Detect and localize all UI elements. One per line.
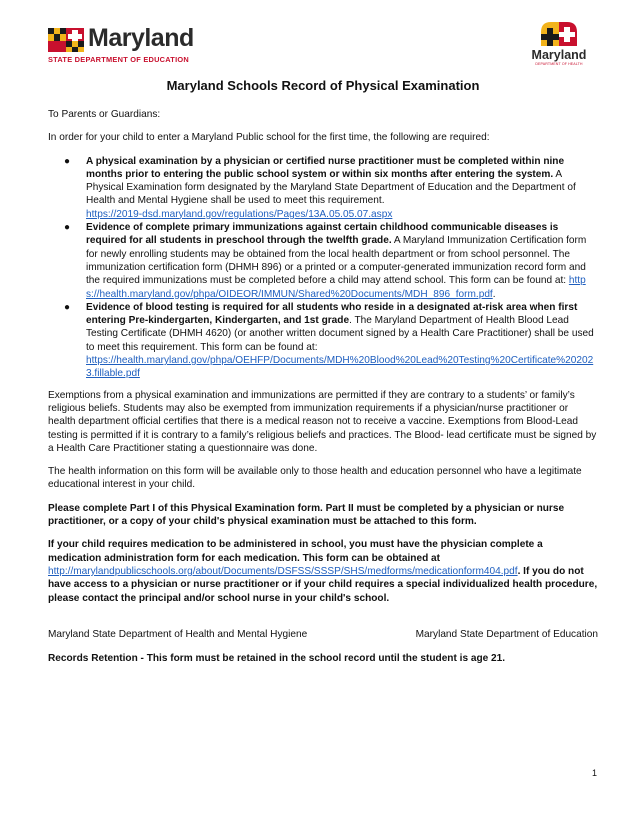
document-body [48, 78, 598, 675]
regulation-link[interactable]: https://2019-dsd.maryland.gov/regulations/Pages/13A.05.05.07.aspx [86, 208, 393, 220]
signature-left: Maryland State Department of Health and Mental Hygiene [48, 628, 308, 640]
list-item: ● A physical examination by a physician or certified nurse practitioner must be completed within nine months prior to entering the public school system or within six months after entering the system. A Physical Examination form designated by the Maryland State Department of Education and the Department of Health and Mental Hygiene shall be used to meet this requirement. https://2019-dsd.maryland.gov/regulations/Pages/13A.05.05.07.aspx [64, 155, 576, 220]
msde-logo [48, 22, 208, 70]
exemptions-paragraph: Exemptions from a physical examination and immunizations are permitted if they are contrary to a students’ or family’s religious beliefs. Students may also be exempted from immunization requirements if a physician/nurse practitioner or health department official certifies that there is a medical reason not to receive a vaccine. Exemptions from Blood-Lead testing is permitted if it is contrary to a family’s religious beliefs and practices. The Blood- lead certificate must be signed by a Health Care Practitioner stating a questionnaire was done. [48, 389, 597, 454]
signature-right: Maryland State Department of Education [415, 628, 598, 640]
msde-subtitle: STATE DEPARTMENT OF EDUCATION [48, 55, 189, 64]
blood-lead-form-link[interactable]: https://health.maryland.gov/phpa/OEHFP/Documents/MDH%20Blood%20Lead%20Testing%20Certificate%202023.fillable.pdf [86, 355, 594, 380]
complete-part-paragraph: Please complete Part I of this Physical Examination form. Part II must be completed by a physician or nurse practitioner, or a copy of your child's physical examination must be attached to this form. [48, 502, 565, 528]
medication-form-link[interactable]: http://marylandpublicschools.org/about/Documents/DSFSS/SSSP/SHS/medforms/medicationform404.pdf [48, 565, 518, 577]
signature-line [48, 629, 598, 640]
greeting: To Parents or Guardians: [48, 109, 161, 120]
immunization-form-link[interactable]: https://health.maryland.gov/phpa/OIDEOR/IMMUN/Shared%20Documents/MDH_896_form.pdf [86, 275, 586, 300]
msde-wordmark: Maryland [88, 24, 194, 52]
requirements-list [48, 155, 598, 381]
list-item: ● Evidence of complete primary immunizations against certain childhood communicable diseases is required for all students in preschool through the twelfth grade. A Maryland Immunization Certification form for newly enrolling students may be obtained from the local health department or from school personnel. The immunization certification form (DHMH 896) or a printed or a computer-generated immunization record form and the required immunizations must be completed before a child may attend school. This form can be found at: https://health.maryland.gov/phpa/OIDEOR/IMMUN/Shared%20Documents/MDH_896_form.pdf. [64, 222, 587, 300]
bullet-icon: ● [64, 155, 71, 167]
health-info-paragraph: The health information on this form will be available only to those health and education personnel who have a legitimate educational interest in your child. [48, 466, 582, 491]
maryland-flag-icon [539, 20, 579, 46]
retention-notice: Records Retention - This form must be retained in the school record until the student is age 21. [48, 652, 506, 664]
medication-paragraph: If your child requires medication to be administered in school, you must have the physician complete a medication administration form for each medication. This form can be obtained at http://marylandpublicschools.org/about/Documents/DSFSS/SSSP/SHS/medforms/medicationform404.pdf. If you do not have access to a physician or nurse practitioner or if your child requires a special individualized health procedure, please contact the principal and/or school nurse in your child's school. [48, 539, 598, 604]
mdh-subtitle: DEPARTMENT OF HEALTH [535, 62, 583, 66]
intro-paragraph: In order for your child to enter a Maryland Public school for the first time, the following are required: [48, 132, 490, 144]
page-number: 1 [591, 768, 597, 778]
list-item: ● Evidence of blood testing is required for all students who reside in a designated at-risk area when first entering Pre-kindergarten, Kindergarten, and 1st grade. The Maryland Department of Health Blood Lead Testing Certificate (DHMH 4620) (or another written document signed by a Health Care Practitioner) shall be used to meet this requirement. This form can be found at: https://health.maryland.gov/phpa/OEHFP/Documents/MDH%20Blood%20Lead%20Testing%20Certificate%202023.fillable.pdf [64, 301, 594, 380]
bullet-icon: ● [64, 301, 71, 313]
bullet-icon: ● [64, 222, 71, 234]
page-title: Maryland Schools Record of Physical Examination [166, 78, 480, 93]
mdh-wordmark: Maryland [531, 48, 587, 62]
mdh-logo [528, 20, 590, 74]
maryland-flag-icon [48, 22, 86, 54]
